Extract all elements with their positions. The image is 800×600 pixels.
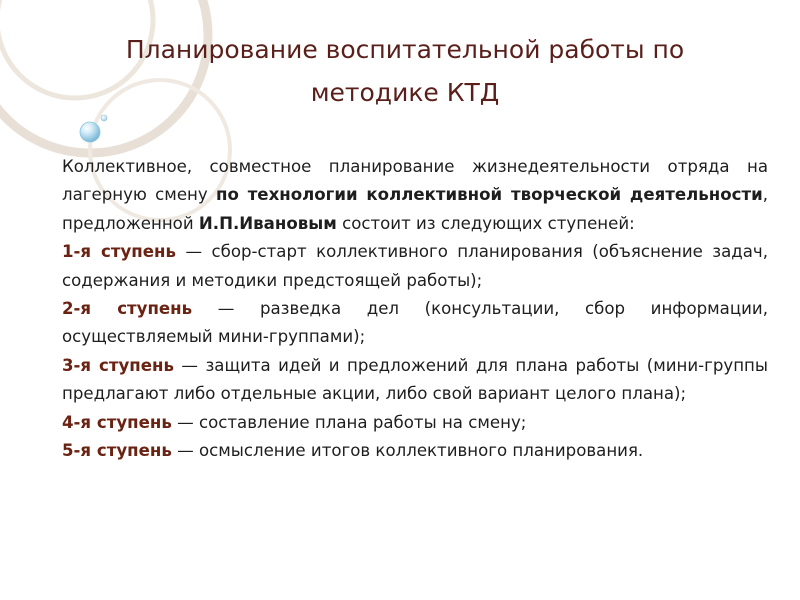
intro-text-2: , предложенной (62, 185, 768, 233)
intro-text-1: Коллективное, совместное планирование жизнедеятельности отряда на лагерную смену (62, 157, 768, 205)
step-3-label: 3-я ступень (62, 355, 174, 375)
step-3 (62, 352, 768, 409)
author-name: И.П.Ивановым (198, 213, 337, 233)
title-line-2: методике КТД (310, 78, 500, 107)
step-4-label: 4-я ступень (62, 412, 172, 432)
bubble-small-icon (101, 115, 107, 121)
slide-body (62, 153, 768, 465)
slide-title (60, 28, 750, 114)
step-2 (62, 295, 768, 352)
step-5-text: — осмысление итогов коллективного планирования. (171, 441, 644, 461)
step-1 (62, 238, 768, 295)
step-2-text: — разведка дел (консультации, сбор информации, осуществляемый мини-группами); (62, 299, 768, 347)
technology-name: по технологии коллективной творческой деятельности (216, 185, 763, 205)
step-3-text: — защита идей и предложений для плана работы (мини-группы предлагают либо отдельные акции, либо свой вариант целого плана); (62, 355, 768, 404)
intro-text-3: состоит из следующих ступеней: (336, 213, 635, 233)
step-2-label: 2-я ступень (62, 299, 193, 319)
step-5-label: 5-я ступень (62, 441, 172, 461)
intro-paragraph (62, 153, 768, 238)
step-4-text: — составление плана работы на смену; (171, 412, 527, 432)
bubble-icon (80, 122, 100, 142)
step-4 (62, 409, 768, 437)
title-line-1: Планирование воспитательной работы по (125, 35, 685, 64)
step-1-label: 1-я ступень (62, 242, 176, 262)
step-5 (62, 437, 768, 465)
step-1-text: — сбор-старт коллективного планирования (объяснение задач, содержания и методики предстоящей работы); (62, 242, 769, 290)
